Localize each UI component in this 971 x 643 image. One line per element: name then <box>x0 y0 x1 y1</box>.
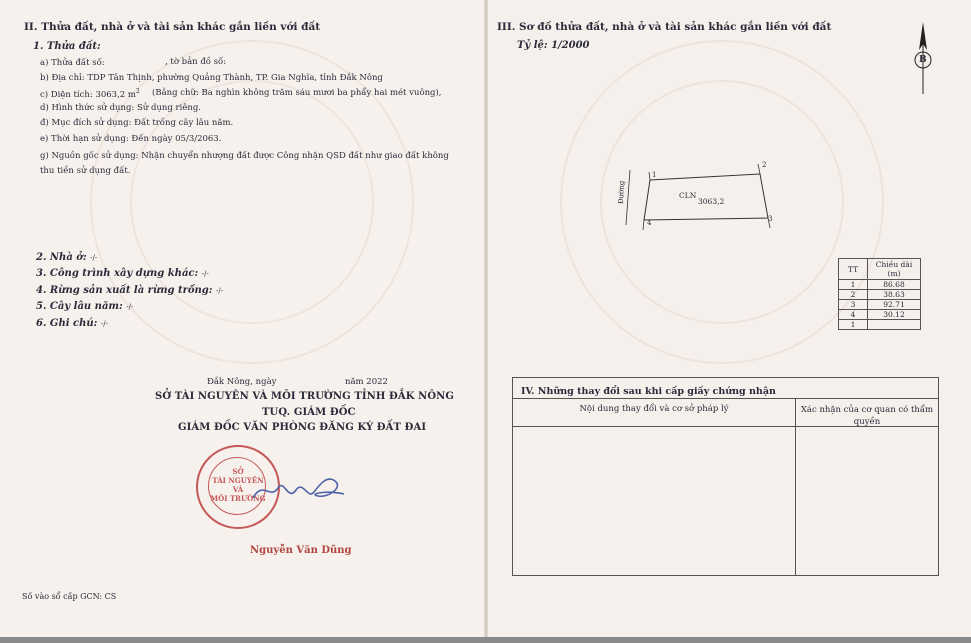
forest-heading: 4. Rừng sản xuất là rừng trồng: -/- <box>36 285 224 296</box>
signer-name: Nguyễn Văn Dũng <box>250 545 352 556</box>
map-sheet-number: , tờ bản đồ số: <box>165 57 227 67</box>
changes-after-issuance-table <box>512 377 939 576</box>
area <box>40 89 140 99</box>
signature <box>248 470 348 510</box>
signer-role-2: GIÁM ĐỐC VĂN PHÒNG ĐĂNG KÝ ĐẤT ĐAI <box>178 422 427 433</box>
use-term: e) Thời hạn sử dụng: Đến ngày 05/3/2063. <box>40 134 222 144</box>
north-letter: B <box>919 55 927 65</box>
parcel-diagram <box>600 150 800 240</box>
table-row: 4 30.12 <box>839 310 921 320</box>
use-form: d) Hình thức sử dụng: Sử dụng riêng. <box>40 103 201 113</box>
signer-role-1: TUQ. GIÁM ĐỐC <box>262 407 356 418</box>
construction-heading: 3. Công trình xây dựng khác: -/- <box>36 268 209 279</box>
address: b) Địa chỉ: TDP Tân Thịnh, phường Quảng Thành, TP. Gia Nghĩa, tỉnh Đắk Nông <box>40 73 383 83</box>
issuing-agency: SỞ TÀI NGUYÊN VÀ MÔI TRƯỜNG TỈNH ĐẮK NÔNG <box>155 391 455 402</box>
notes-heading: 6. Ghi chú: -/- <box>36 318 108 329</box>
changes-col-confirmation: Xác nhận của cơ quan có thẩm quyền <box>800 405 934 427</box>
point-1-label: 1 <box>652 171 657 179</box>
area-unit-sup: 2 <box>135 88 140 95</box>
page-fold <box>484 0 488 643</box>
area-value: c) Diện tích: 3063,2 m <box>40 89 136 100</box>
land-heading: 1. Thửa đất: <box>33 41 101 52</box>
section-2-title: II. Thửa đất, nhà ở và tài sản khác gắn liền với đất <box>24 21 321 33</box>
scan-edge <box>0 637 971 643</box>
section-3-title: III. Sơ đồ thửa đất, nhà ở và tài sản khác gắn liền với đất <box>497 21 832 33</box>
certificate-entry-number: Số vào sổ cấp GCN: CS <box>22 592 117 601</box>
table-row: 1 86.68 <box>839 280 921 290</box>
area-in-words: (Bằng chữ: Ba nghìn không trăm sáu mươi ba phẩy hai mét vuông), <box>152 88 442 98</box>
scale: Tỷ lệ: 1/2000 <box>517 40 590 51</box>
perennial-heading: 5. Cây lâu năm: -/- <box>36 301 134 312</box>
dims-header-tt: TT <box>839 259 868 280</box>
point-2-label: 2 <box>762 161 767 169</box>
dims-header-length: Chiều dài (m) <box>868 259 921 280</box>
origin-line-1: g) Nguồn gốc sử dụng: Nhận chuyển nhượng đất được Công nhận QSD đất như giao đất không <box>40 151 449 161</box>
table-row: 3 92.71 <box>839 300 921 310</box>
parcel-number: a) Thửa đất số: <box>40 58 105 68</box>
point-4-label: 4 <box>647 219 652 227</box>
house-heading: 2. Nhà ở: -/- <box>36 252 98 263</box>
table-row: 2 38.63 <box>839 290 921 300</box>
table-row: 1 <box>839 320 921 330</box>
changes-title: IV. Những thay đổi sau khi cấp giấy chứng nhận <box>521 386 776 397</box>
origin-line-2: thu tiền sử dụng đất. <box>40 166 131 176</box>
official-seal: SỞ TÀI NGUYÊN VÀ MÔI TRƯỜNG <box>196 445 280 529</box>
point-3-label: 3 <box>768 215 773 223</box>
issue-year: năm 2022 <box>345 377 388 387</box>
boundary-lengths-table <box>838 258 921 330</box>
changes-col-content: Nội dung thay đổi và cơ sở pháp lý <box>579 404 729 414</box>
use-purpose: đ) Mục đích sử dụng: Đất trồng cây lâu năm. <box>40 118 234 128</box>
road-label: Đường <box>617 180 626 205</box>
place-date: Đắk Nông, ngày <box>207 377 277 387</box>
parcel-area-label: 3063,2 <box>698 197 725 206</box>
parcel-land-code: CLN <box>679 191 697 200</box>
